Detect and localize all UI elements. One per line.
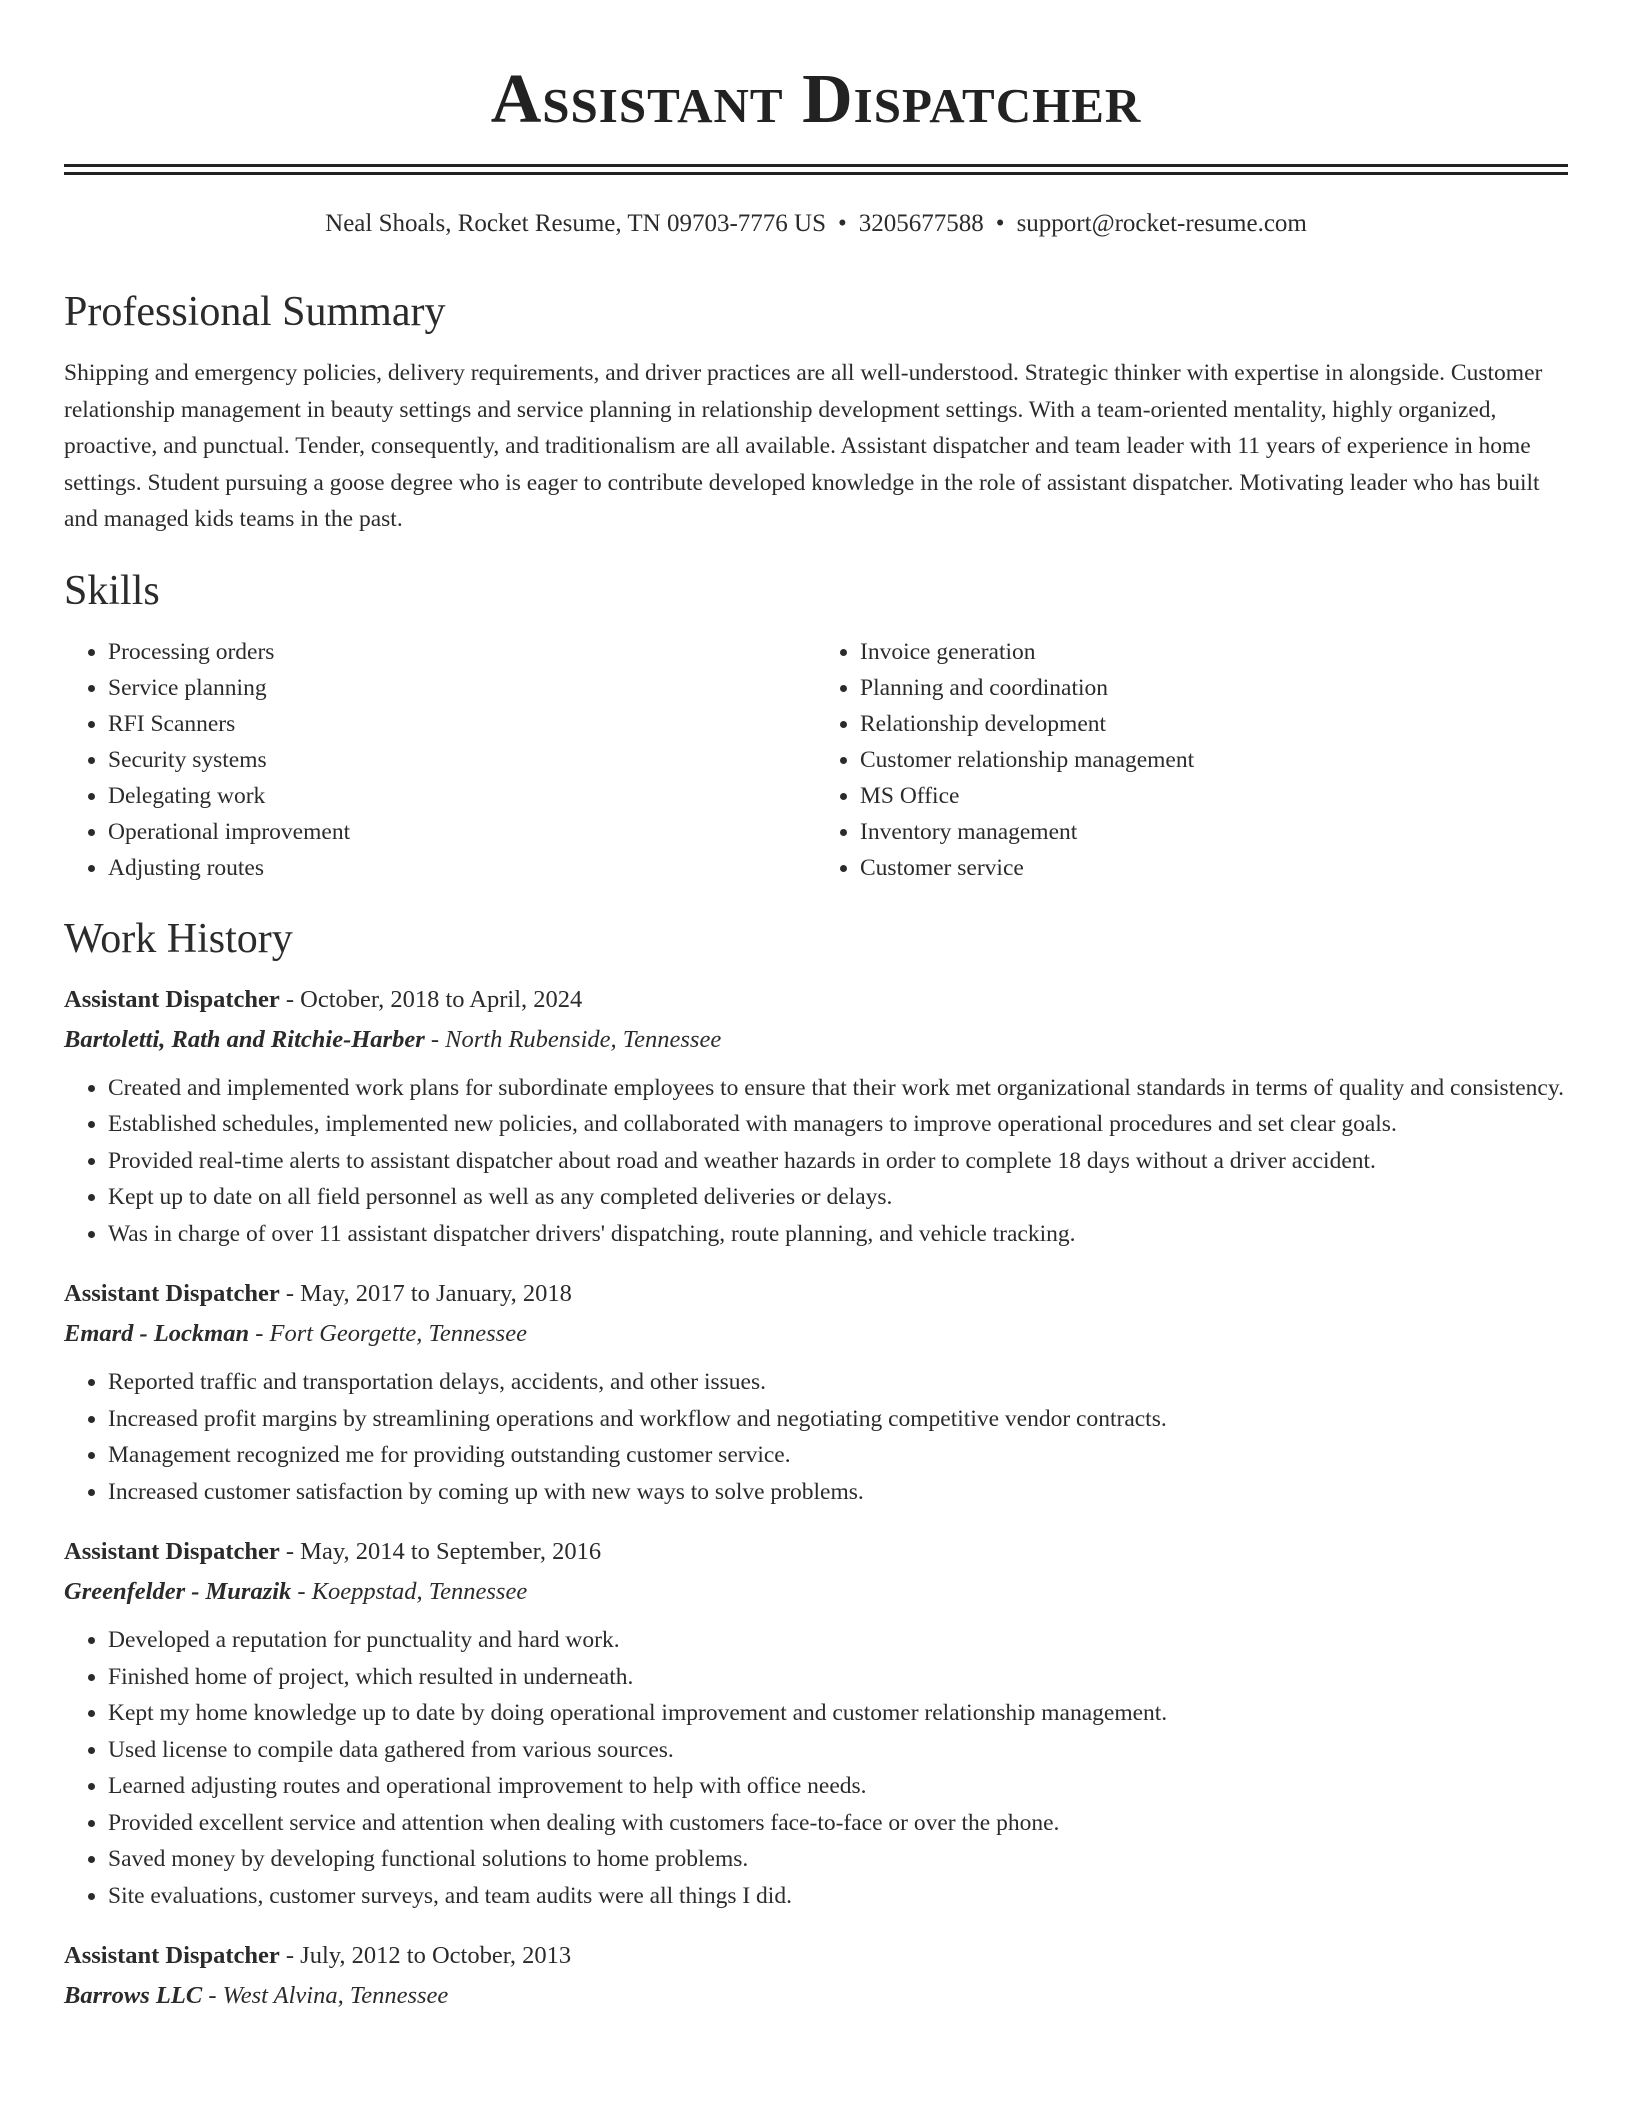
job-company: Bartoletti, Rath and Ritchie-Harber <box>64 1025 425 1053</box>
contact-address: Neal Shoals, Rocket Resume, TN 09703-7776 US <box>325 210 827 237</box>
job-bullet: • Kept my home knowledge up to date by doing operational improvement and customer relationship management. <box>108 1695 1568 1732</box>
job-bullets <box>64 1622 1568 1914</box>
summary-text: Shipping and emergency policies, delivery requirements, and driver practices are all well-understood. Strategic thinker with expertise in alongside. Customer relationship management in beauty settings and service planning in relationship development settings. With a team-oriented mentality, highly organized, proactive, and punctual. Tender, consequently, and traditionalism are all available. Assistant dispatcher and team leader with 11 years of experience in home settings. Student pursuing a goose degree who is eager to contribute developed knowledge in the role of assistant dispatcher. Motivating leader who has built and managed kids teams in the past. <box>64 360 1543 532</box>
job-bullet: • Site evaluations, customer surveys, and team audits were all things I did. <box>108 1878 1568 1915</box>
skill-item: • Operational improvement <box>108 814 816 850</box>
skill-item: • Processing orders <box>108 634 816 670</box>
skill-item: • MS Office <box>860 778 1568 814</box>
job-title: Assistant Dispatcher <box>64 1942 280 1969</box>
job-title-line <box>64 1938 1568 1974</box>
job-entry <box>64 1938 1568 2014</box>
job-bullet: • Was in charge of over 11 assistant dispatcher drivers' dispatching, route planning, and vehicle tracking. <box>108 1216 1568 1253</box>
resume-title: Assistant Dispatcher <box>490 61 1142 138</box>
summary-heading: Professional Summary <box>64 289 446 335</box>
job-entry <box>64 1276 1568 1510</box>
job-title: Assistant Dispatcher <box>64 1538 280 1565</box>
skill-item: • Customer relationship management <box>860 742 1568 778</box>
job-bullet: • Saved money by developing functional solutions to home problems. <box>108 1841 1568 1878</box>
job-bullet: • Management recognized me for providing outstanding customer service. <box>108 1437 1568 1474</box>
job-bullet: • Provided real-time alerts to assistant dispatcher about road and weather hazards in order to complete 18 days without a driver accident. <box>108 1143 1568 1180</box>
skill-item: • Delegating work <box>108 778 816 814</box>
contact-line <box>64 209 1568 239</box>
job-dates: - May, 2014 to September, 2016 <box>279 1538 602 1565</box>
skill-item: • Invoice generation <box>860 634 1568 670</box>
skills-heading: Skills <box>64 567 160 614</box>
job-bullet: • Provided excellent service and attention when dealing with customers face-to-face or over the phone. <box>108 1805 1568 1842</box>
job-bullet: • Established schedules, implemented new policies, and collaborated with managers to improve operational procedures and set clear goals. <box>108 1106 1568 1143</box>
skill-item: • Adjusting routes <box>108 850 816 886</box>
skill-item: • Relationship development <box>860 706 1568 742</box>
job-bullet: • Used license to compile data gathered from various sources. <box>108 1732 1568 1769</box>
job-company-line <box>64 1574 1568 1610</box>
work-history-list <box>64 982 1568 2015</box>
job-dates: - October, 2018 to April, 2024 <box>279 985 583 1013</box>
job-location: - Koeppstad, Tennessee <box>291 1578 528 1605</box>
job-company: Emard - Lockman <box>64 1320 250 1347</box>
skill-item: • Service planning <box>108 670 816 706</box>
skill-item: • Security systems <box>108 742 816 778</box>
contact-email: support@rocket-resume.com <box>1016 210 1307 237</box>
work-history-heading: Work History <box>64 915 293 962</box>
job-dates: - July, 2012 to October, 2013 <box>279 1942 572 1969</box>
skills-column-right <box>816 634 1568 886</box>
job-company: Barrows LLC <box>64 1982 203 2009</box>
job-title-line <box>64 1534 1568 1570</box>
job-title: Assistant Dispatcher <box>64 1280 280 1307</box>
skill-item: • Inventory management <box>860 814 1568 850</box>
job-bullet: • Created and implemented work plans for subordinate employees to ensure that their work met organizational standards in terms of quality and consistency. <box>108 1070 1568 1107</box>
job-bullet: • Reported traffic and transportation delays, accidents, and other issues. <box>108 1364 1568 1401</box>
job-bullet: • Increased customer satisfaction by coming up with new ways to solve problems. <box>108 1474 1568 1511</box>
skill-item: • Customer service <box>860 850 1568 886</box>
job-entry <box>64 982 1568 1253</box>
job-location: - North Rubenside, Tennessee <box>424 1025 722 1053</box>
job-bullets <box>64 1070 1568 1253</box>
skill-item: • Planning and coordination <box>860 670 1568 706</box>
job-entry <box>64 1534 1568 1914</box>
contact-separator: • <box>838 210 847 237</box>
job-bullet: • Learned adjusting routes and operational improvement to help with office needs. <box>108 1768 1568 1805</box>
title-double-rule <box>64 164 1568 175</box>
skills-grid <box>64 634 1568 886</box>
job-bullet: • Developed a reputation for punctuality and hard work. <box>108 1622 1568 1659</box>
job-bullet: • Increased profit margins by streamlining operations and workflow and negotiating competitive vendor contracts. <box>108 1401 1568 1438</box>
job-title: Assistant Dispatcher <box>64 985 280 1013</box>
contact-separator: • <box>995 210 1005 237</box>
job-title-line <box>64 1276 1568 1312</box>
job-company: Greenfelder - Murazik <box>64 1578 292 1605</box>
job-location: - Fort Georgette, Tennessee <box>249 1320 527 1347</box>
job-company-line <box>64 1022 1568 1058</box>
job-bullet: • Kept up to date on all field personnel as well as any completed deliveries or delays. <box>108 1179 1568 1216</box>
contact-phone: 3205677588 <box>858 210 984 237</box>
skill-item: • RFI Scanners <box>108 706 816 742</box>
job-company-line <box>64 1978 1568 2014</box>
job-location: - West Alvina, Tennessee <box>202 1982 449 2009</box>
job-dates: - May, 2017 to January, 2018 <box>279 1280 572 1307</box>
skills-column-left <box>64 634 816 886</box>
job-company-line <box>64 1316 1568 1352</box>
job-title-line <box>64 982 1568 1018</box>
job-bullets <box>64 1364 1568 1510</box>
job-bullet: • Finished home of project, which resulted in underneath. <box>108 1659 1568 1696</box>
